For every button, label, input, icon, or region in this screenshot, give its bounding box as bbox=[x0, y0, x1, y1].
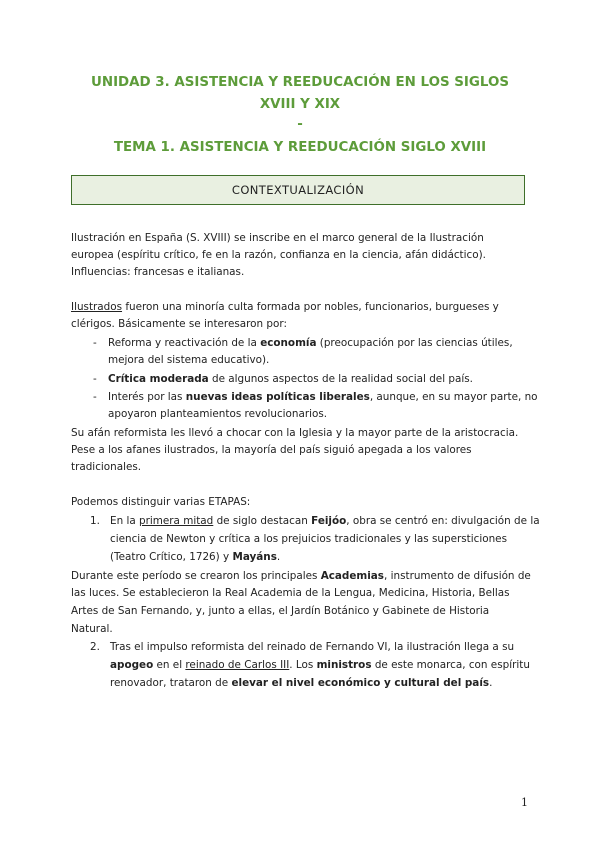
bullet-2-post: de algunos aspectos de la realidad social del país. bbox=[208, 373, 473, 385]
academias-pre: Durante este período se crearon los principales bbox=[71, 570, 321, 582]
etapa-1-pre: En la bbox=[110, 515, 140, 527]
etapa-1-line-3-post: . bbox=[276, 551, 281, 563]
bullet-1-pre: Reforma y reactivación de la bbox=[108, 337, 261, 349]
etapa-2-bold-2: ministros bbox=[316, 659, 372, 671]
etapa-1-post: , obra se centró en: divulgación de la bbox=[346, 515, 540, 527]
etapa-1-line-3 bbox=[110, 549, 570, 567]
unit-title-line-1: UNIDAD 3. ASISTENCIA Y REEDUCACIÓN EN LOS SIGLOS bbox=[90, 75, 509, 90]
bullet-1-line-2: mejora del sistema educativo). bbox=[108, 354, 270, 366]
unit-title-line-2: XVIII Y XIX bbox=[259, 97, 341, 112]
title-separator: - bbox=[297, 117, 303, 132]
bullet-marker-2: - bbox=[93, 373, 97, 385]
bullet-3-pre: Interés por las bbox=[108, 391, 186, 403]
bullet-1-post: (preocupación por las ciencias útiles, bbox=[316, 337, 513, 349]
bullet-3-post: , aunque, en su mayor parte, no bbox=[369, 391, 538, 403]
bullet-1-bold: economía bbox=[260, 337, 317, 349]
etapa-1-number: 1. bbox=[90, 515, 100, 527]
etapa-1-underlined: primera mitad bbox=[139, 515, 214, 527]
intro-line-2: europea (espíritu crítico, fe en la razón, confianza en la ciencia, afán didáctico). bbox=[71, 249, 486, 261]
page-number: 1 bbox=[521, 796, 528, 809]
section-heading-label: CONTEXTUALIZACIÓN bbox=[231, 183, 365, 197]
reform-line-3: tradicionales. bbox=[71, 461, 142, 473]
bullet-3-bold: nuevas ideas políticas liberales bbox=[185, 391, 370, 403]
etapa-2-line-3-post: . bbox=[489, 677, 493, 689]
academias-line-3: Artes de San Fernando, y, junto a ellas, el Jardín Botánico y Gabinete de Historia bbox=[71, 605, 490, 617]
intro-line-1: Ilustración en España (S. XVIII) se inscribe en el marco general de la Ilustración bbox=[71, 232, 484, 244]
academias-line-1 bbox=[71, 568, 531, 586]
bullet-2-line-1 bbox=[108, 371, 568, 389]
etapa-2-number: 2. bbox=[90, 641, 100, 653]
academias-bold: Academias bbox=[320, 570, 384, 582]
etapa-2-line-1: Tras el impulso reformista del reinado de Fernando VI, la ilustración llega a su bbox=[110, 641, 515, 653]
etapa-2-line-3-pre: renovador, trataron de bbox=[110, 677, 232, 689]
etapa-1-line-3-pre: (Teatro Crítico, 1726) y bbox=[110, 551, 233, 563]
etapa-1-line-2: ciencia de Newton y crítica a los prejuicios tradicionales y las supersticiones bbox=[110, 533, 507, 545]
academias-post: , instrumento de difusión de bbox=[384, 570, 531, 582]
etapa-2-mid-2: . Los bbox=[289, 659, 317, 671]
etapa-1-mid: de siglo destacan bbox=[213, 515, 312, 527]
etapa-2-line-3 bbox=[110, 675, 570, 693]
topic-title: TEMA 1. ASISTENCIA Y REEDUCACIÓN SIGLO XVIII bbox=[113, 140, 487, 155]
etapas-intro: Podemos distinguir varias ETAPAS: bbox=[71, 496, 251, 508]
intro-line-3: Influencias: francesas e italianas. bbox=[71, 266, 245, 278]
section-heading-box bbox=[71, 175, 525, 205]
etapa-1-line-1 bbox=[110, 513, 570, 531]
bullet-3-line-1 bbox=[108, 389, 568, 407]
etapa-2-underlined: reinado de Carlos III bbox=[185, 659, 290, 671]
etapa-2-line-3-bold: elevar el nivel económico y cultural del país bbox=[231, 677, 490, 689]
bullet-marker-3: - bbox=[93, 391, 97, 403]
ilustrados-line-1 bbox=[71, 299, 531, 317]
bullet-1-line-1 bbox=[108, 335, 568, 353]
bullet-3-line-2: apoyaron planteamientos revolucionarios. bbox=[108, 408, 328, 420]
etapa-2-post: de este monarca, con espíritu bbox=[371, 659, 530, 671]
etapa-2-mid-1: en el bbox=[153, 659, 186, 671]
academias-line-4: Natural. bbox=[71, 623, 113, 635]
bullet-marker-1: - bbox=[93, 337, 97, 349]
ilustrados-line-1-rest: fueron una minoría culta formada por nobles, funcionarios, burgueses y bbox=[122, 301, 499, 313]
etapa-2-line-2 bbox=[110, 657, 570, 675]
reform-line-2: Pese a los afanes ilustrados, la mayoría del país siguió apegada a los valores bbox=[71, 444, 472, 456]
etapa-1-bold: Feijóo bbox=[311, 515, 347, 527]
etapa-1-line-3-bold: Mayáns bbox=[232, 551, 277, 563]
academias-line-2: las luces. Se establecieron la Real Academia de la Lengua, Medicina, Historia, Bellas bbox=[71, 587, 510, 599]
reform-line-1: Su afán reformista les llevó a chocar con la Iglesia y la mayor parte de la aristocracia. bbox=[71, 427, 519, 439]
ilustrados-term: Ilustrados bbox=[71, 301, 123, 313]
bullet-2-bold: Crítica moderada bbox=[108, 373, 209, 385]
etapa-2-bold-1: apogeo bbox=[110, 659, 154, 671]
ilustrados-line-2: clérigos. Básicamente se interesaron por: bbox=[71, 318, 287, 330]
